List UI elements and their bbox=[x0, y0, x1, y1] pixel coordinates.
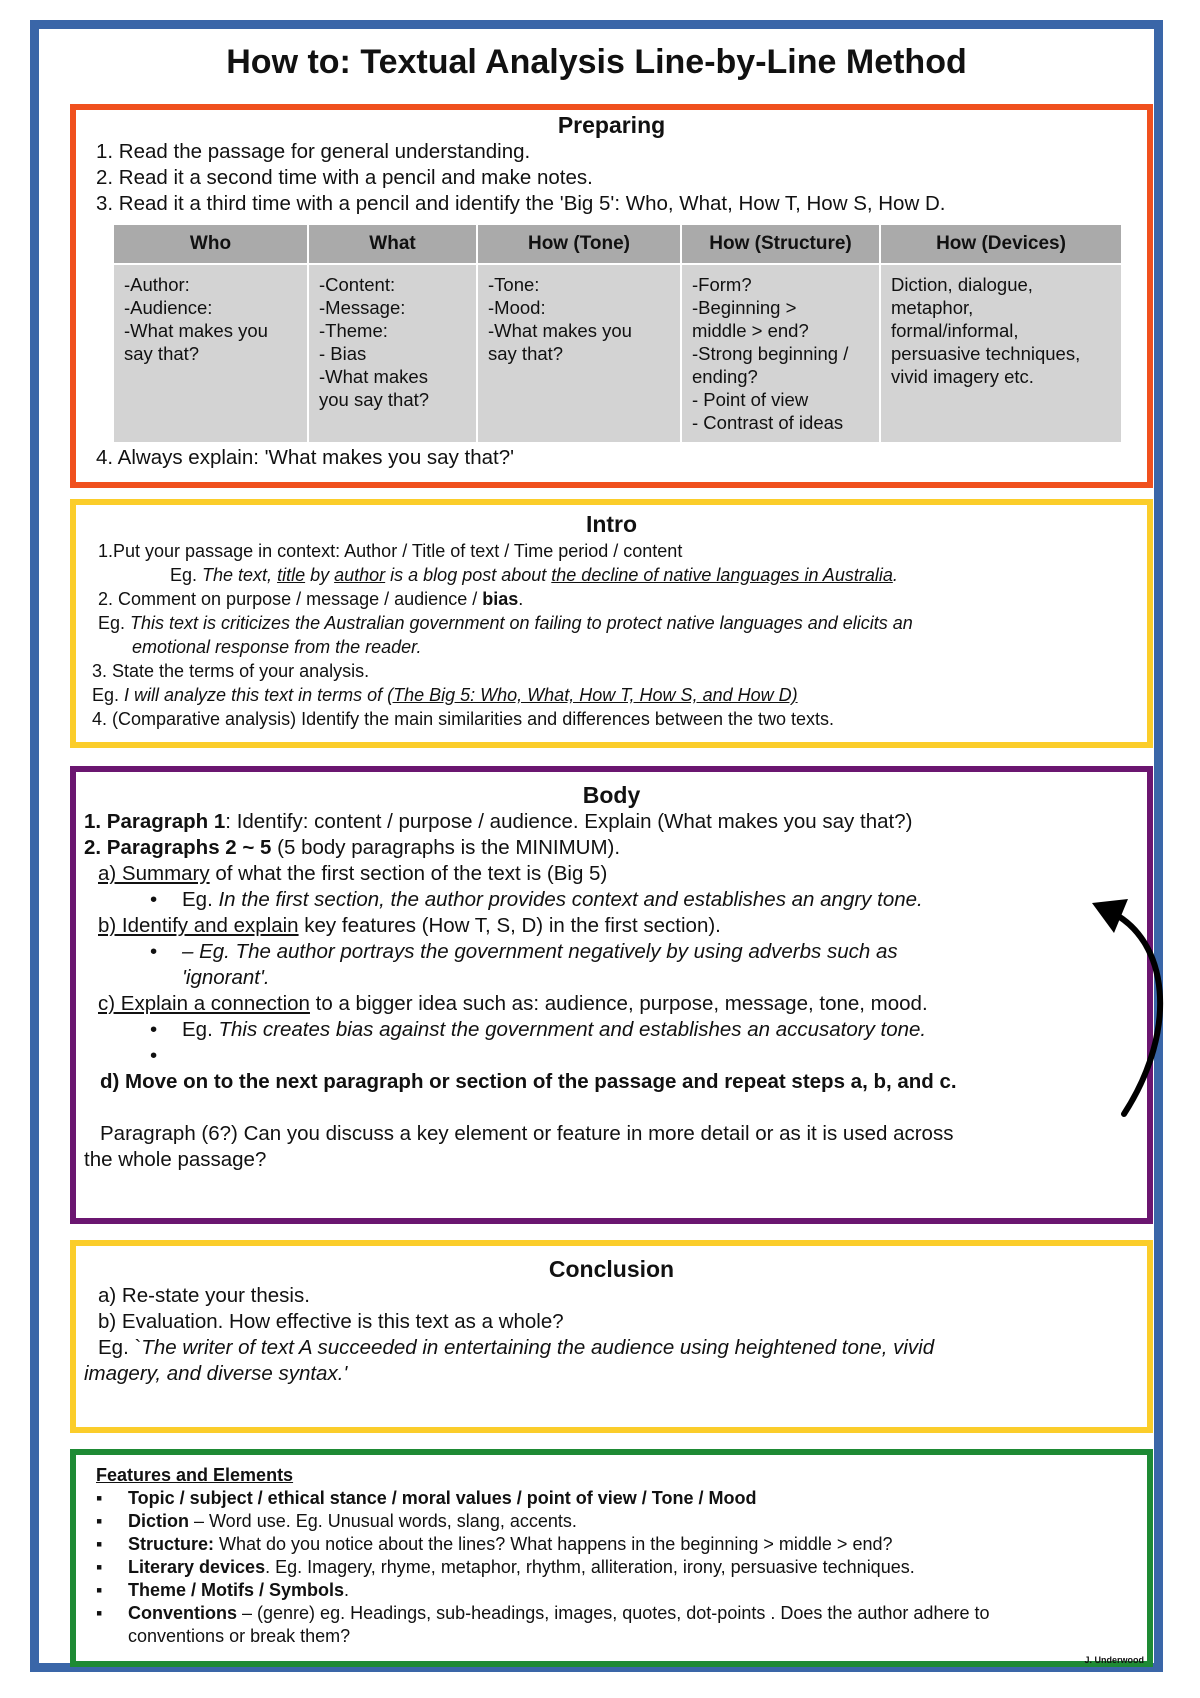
body-step-c bbox=[98, 992, 928, 1016]
intro-line-4: 4. (Comparative analysis) Identify the main similarities and differences between the two texts. bbox=[92, 709, 835, 729]
cell-line: formal/informal, bbox=[891, 320, 1019, 341]
preparing-section bbox=[70, 104, 1153, 488]
intro-line-2-bias: bias bbox=[482, 589, 519, 609]
cell-line: vivid imagery etc. bbox=[891, 366, 1034, 387]
eg-text: I will analyze this text in terms of bbox=[124, 685, 388, 705]
body-step-b-example-cont: 'ignorant'. bbox=[182, 966, 270, 989]
body-step-b-example bbox=[150, 940, 898, 964]
cell-line: -What makes bbox=[319, 366, 428, 387]
cell-line: -Content: bbox=[319, 274, 396, 295]
body-step-b-label: b) Identify and explain bbox=[98, 914, 299, 937]
feature-item bbox=[96, 1557, 915, 1578]
feature-item-text: – Word use. Eg. Unusual words, slang, accents. bbox=[189, 1511, 577, 1531]
cell-line: -Form? bbox=[692, 274, 752, 295]
conclusion-example-cont: imagery, and diverse syntax.' bbox=[84, 1362, 348, 1385]
conclusion-heading: Conclusion bbox=[548, 1256, 675, 1282]
body-step-b bbox=[98, 914, 721, 938]
preparing-step-2: 2. Read it a second time with a pencil and make notes. bbox=[96, 166, 593, 189]
feature-item-term: Diction bbox=[128, 1511, 189, 1531]
big5-header-structure: How (Structure) bbox=[681, 225, 880, 264]
bullet: ▪ bbox=[96, 1534, 103, 1554]
cell-line: middle > end? bbox=[692, 320, 809, 341]
preparing-step-1: 1. Read the passage for general understanding. bbox=[96, 140, 531, 163]
feature-item bbox=[96, 1488, 756, 1509]
big5-table bbox=[114, 225, 1121, 442]
features-heading: Features and Elements bbox=[96, 1465, 294, 1485]
big5-header-devices: How (Devices) bbox=[880, 225, 1121, 264]
intro-line-2 bbox=[98, 589, 523, 610]
body-p1-text: : Identify: content / purpose / audience. Explain (What makes you say that?) bbox=[225, 810, 913, 833]
page-title: How to: Textual Analysis Line-by-Line Method bbox=[226, 43, 967, 81]
body-paragraph-1 bbox=[84, 810, 912, 834]
feature-item-text: What do you notice about the lines? What happens in the beginning > middle > end? bbox=[214, 1534, 893, 1554]
eg-prefix: Eg. bbox=[92, 685, 125, 705]
cell-line: -Mood: bbox=[488, 297, 546, 318]
cell-line: -Tone: bbox=[488, 274, 540, 295]
body-p2-label: 2. Paragraphs 2 ~ 5 bbox=[84, 836, 272, 859]
intro-heading: Intro bbox=[585, 511, 638, 537]
eg-text: This creates bias against the government and establishes an accusatory tone. bbox=[218, 1018, 927, 1041]
eg-text: . bbox=[892, 565, 898, 585]
eg-title-placeholder: title bbox=[277, 565, 306, 585]
eg-text: This text is criticizes the Australian government on failing to protect native languages and elicits an bbox=[130, 613, 913, 633]
feature-item bbox=[96, 1534, 893, 1555]
cell-line: - Contrast of ideas bbox=[692, 412, 844, 433]
cell-line: Diction, dialogue, bbox=[891, 274, 1033, 295]
feature-item-text: – (genre) eg. Headings, sub-headings, images, quotes, dot-points . Does the author adhere to bbox=[237, 1603, 990, 1623]
feature-item-term: Literary devices bbox=[128, 1557, 266, 1577]
conclusion-example bbox=[98, 1336, 934, 1360]
cell-line: -Theme: bbox=[319, 320, 388, 341]
feature-item bbox=[96, 1511, 577, 1532]
eg-text: The writer of text A succeeded in entertaining the audience using heightened tone, vivid bbox=[141, 1336, 935, 1359]
feature-item-cont: conventions or break them? bbox=[128, 1626, 351, 1646]
intro-example-2 bbox=[98, 613, 913, 634]
big5-header-tone: How (Tone) bbox=[477, 225, 681, 264]
cell-line: -Audience: bbox=[124, 297, 213, 318]
bullet: ▪ bbox=[96, 1580, 103, 1600]
big5-header-row bbox=[114, 225, 1121, 264]
body-step-a-example bbox=[150, 888, 923, 912]
cell-line: ending? bbox=[692, 366, 758, 387]
body-empty-bullet: • bbox=[150, 1044, 158, 1067]
conclusion-step-a: a) Re-state your thesis. bbox=[98, 1284, 310, 1307]
body-paragraph-6-cont: the whole passage? bbox=[84, 1148, 267, 1171]
body-step-a-label: a) Summary bbox=[98, 862, 210, 885]
author-credit: J. Underwood bbox=[1084, 1655, 1144, 1665]
bullet: • bbox=[150, 1018, 158, 1041]
bullet: • bbox=[150, 888, 158, 911]
bullet: • bbox=[150, 940, 158, 963]
body-paragraphs-2-5 bbox=[84, 836, 620, 860]
cell-line: - Point of view bbox=[692, 389, 809, 410]
eg-prefix: Eg. bbox=[182, 1018, 219, 1041]
body-step-a-text: of what the first section of the text is (Big 5) bbox=[209, 862, 608, 885]
body-paragraph-6: Paragraph (6?) Can you discuss a key element or feature in more detail or as it is used across bbox=[100, 1122, 954, 1145]
preparing-heading: Preparing bbox=[557, 112, 666, 138]
intro-section bbox=[70, 499, 1153, 748]
body-step-c-text: to a bigger idea such as: audience, purpose, message, tone, mood. bbox=[309, 992, 928, 1015]
intro-line-3: 3. State the terms of your analysis. bbox=[92, 661, 370, 681]
eg-prefix: Eg. bbox=[98, 613, 131, 633]
feature-item-text: . Eg. Imagery, rhyme, metaphor, rhythm, alliteration, irony, persuasive techniques. bbox=[265, 1557, 915, 1577]
intro-line-2-end: . bbox=[518, 589, 524, 609]
eg-text: – Eg. The author portrays the government negatively by using adverbs such as bbox=[182, 940, 898, 963]
big5-header-who: Who bbox=[114, 225, 308, 264]
feature-item bbox=[96, 1580, 349, 1601]
cell-line: say that? bbox=[124, 343, 200, 364]
bullet: ▪ bbox=[96, 1557, 103, 1577]
cell-line: -Beginning > bbox=[692, 297, 797, 318]
feature-item-term: Topic / subject / ethical stance / moral values / point of view / Tone / Mood bbox=[128, 1488, 757, 1508]
cell-line: - Bias bbox=[319, 343, 367, 364]
preparing-step-3: 3. Read it a third time with a pencil and identify the 'Big 5': Who, What, How T, How S, How D. bbox=[96, 192, 946, 215]
cell-line: -Message: bbox=[319, 297, 406, 318]
big5-header-what: What bbox=[308, 225, 477, 264]
body-p1-label: 1. Paragraph 1 bbox=[84, 810, 226, 833]
body-step-a bbox=[98, 862, 607, 886]
intro-example-3 bbox=[92, 685, 798, 706]
feature-item-term: Conventions bbox=[128, 1603, 238, 1623]
page-frame bbox=[30, 20, 1163, 1672]
body-p2-text: (5 body paragraphs is the MINIMUM). bbox=[271, 836, 621, 859]
cell-line: -Strong beginning / bbox=[692, 343, 849, 364]
body-step-c-label: c) Explain a connection bbox=[98, 992, 310, 1015]
feature-item-term: Theme / Motifs / Symbols bbox=[128, 1580, 345, 1600]
body-step-b-text: key features (How T, S, D) in the first section). bbox=[298, 914, 721, 937]
intro-example-2-cont: emotional response from the reader. bbox=[132, 637, 422, 657]
conclusion-section bbox=[70, 1240, 1153, 1433]
eg-big5-terms: (The Big 5: Who, What, How T, How S, and How D) bbox=[387, 685, 798, 705]
feature-item bbox=[96, 1603, 989, 1624]
feature-item-term: Structure: bbox=[128, 1534, 215, 1554]
intro-example-1 bbox=[170, 565, 898, 586]
preparing-step-4: 4. Always explain: 'What makes you say that?' bbox=[96, 446, 515, 469]
body-heading: Body bbox=[582, 782, 641, 808]
feature-item-text: . bbox=[344, 1580, 350, 1600]
big5-cell-tone bbox=[477, 264, 681, 442]
cell-line: -What makes you bbox=[488, 320, 632, 341]
body-step-c-example bbox=[150, 1018, 926, 1042]
bullet: ▪ bbox=[96, 1603, 103, 1623]
body-section bbox=[70, 766, 1153, 1224]
bullet: ▪ bbox=[96, 1488, 103, 1508]
eg-prefix: Eg. bbox=[170, 565, 203, 585]
cell-line: say that? bbox=[488, 343, 564, 364]
cell-line: -What makes you bbox=[124, 320, 268, 341]
cell-line: you say that? bbox=[319, 389, 430, 410]
eg-text: In the first section, the author provides context and establishes an angry tone. bbox=[218, 888, 923, 911]
intro-line-1: 1.Put your passage in context: Author / Title of text / Time period / content bbox=[98, 541, 683, 561]
eg-text: is a blog post about bbox=[385, 565, 552, 585]
eg-author-placeholder: author bbox=[334, 565, 386, 585]
eg-prefix: Eg. bbox=[182, 888, 219, 911]
repeat-arrow-icon bbox=[1084, 889, 1200, 1129]
big5-cell-structure bbox=[681, 264, 880, 442]
eg-prefix: Eg. ` bbox=[98, 1336, 142, 1359]
conclusion-step-b: b) Evaluation. How effective is this text as a whole? bbox=[98, 1310, 564, 1333]
big5-cell-devices bbox=[880, 264, 1121, 442]
body-step-d: d) Move on to the next paragraph or section of the passage and repeat steps a, b, and c. bbox=[100, 1070, 957, 1093]
eg-topic: the decline of native languages in Australia bbox=[551, 565, 893, 585]
big5-cell-what bbox=[308, 264, 477, 442]
eg-text: by bbox=[305, 565, 335, 585]
intro-line-2-text: 2. Comment on purpose / message / audience / bbox=[98, 589, 483, 609]
eg-text: The text, bbox=[202, 565, 278, 585]
cell-line: -Author: bbox=[124, 274, 190, 295]
big5-body-row bbox=[114, 264, 1121, 442]
cell-line: metaphor, bbox=[891, 297, 974, 318]
big5-cell-who bbox=[114, 264, 308, 442]
bullet: ▪ bbox=[96, 1511, 103, 1531]
cell-line: persuasive techniques, bbox=[891, 343, 1081, 364]
features-section bbox=[70, 1449, 1153, 1667]
